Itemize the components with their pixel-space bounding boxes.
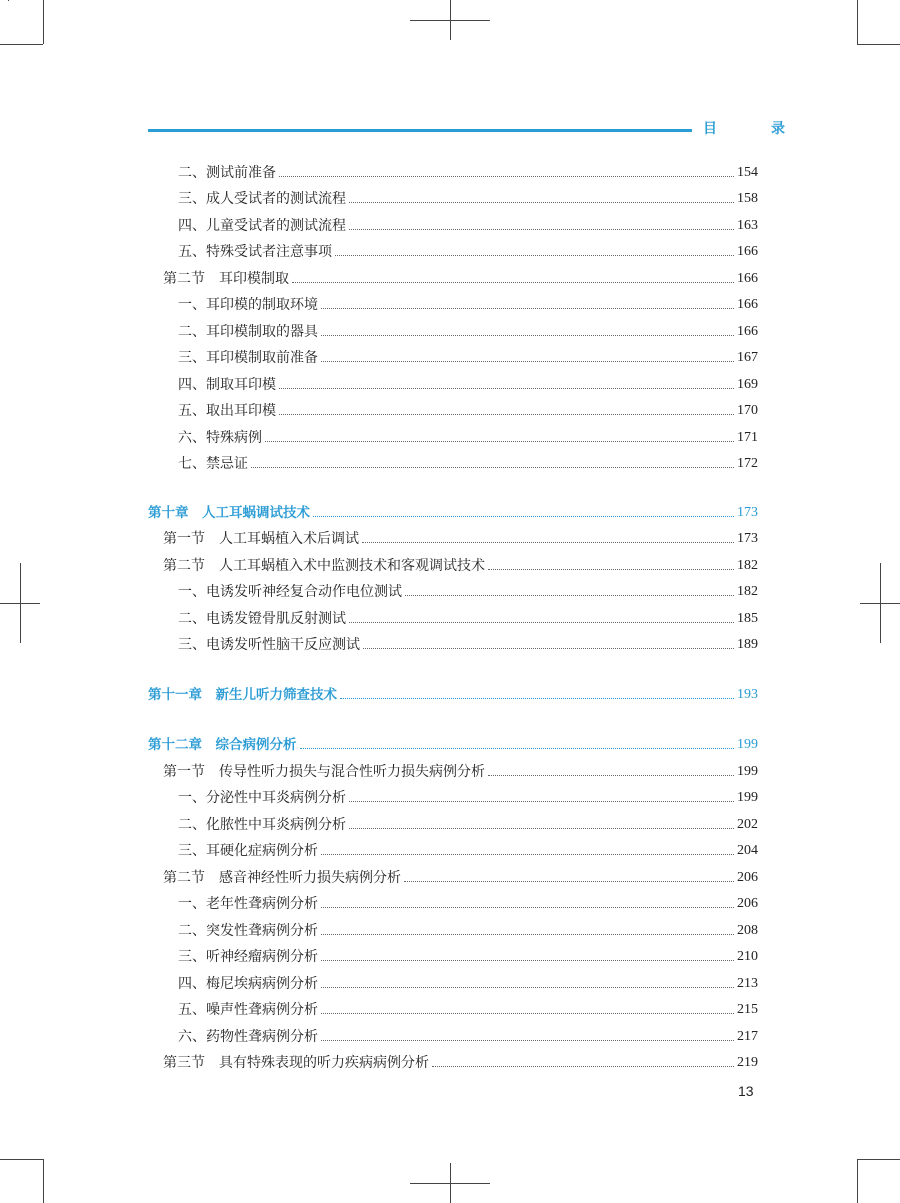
toc-entry-section <box>148 1044 758 1070</box>
toc-entry-page: 206 <box>737 896 758 911</box>
toc-entry-page: 199 <box>737 737 758 752</box>
toc-entry-label: 一、老年性聋病例分析 <box>178 896 318 912</box>
toc-entry-section <box>148 859 758 885</box>
toc-entry-item <box>148 207 758 233</box>
toc-entry-page: 167 <box>737 350 758 365</box>
toc-entry-item <box>148 419 758 445</box>
toc-entry-page: 166 <box>737 297 758 312</box>
toc-entry-item <box>148 885 758 911</box>
toc-entry-label: 三、耳印模制取前准备 <box>178 350 318 366</box>
toc-entry-label: 三、成人受试者的测试流程 <box>178 191 346 207</box>
toc-entry-item <box>148 339 758 365</box>
toc-entry-item <box>148 573 758 599</box>
toc-entry-item <box>148 445 758 471</box>
toc-entry-label: 第十章 人工耳蜗调试技术 <box>148 504 310 521</box>
dot-leader <box>363 648 734 649</box>
header-rule <box>148 129 692 132</box>
crop-mark <box>450 0 451 40</box>
toc-entry-label: 二、电诱发镫骨肌反射测试 <box>178 611 346 627</box>
dot-leader <box>313 516 734 517</box>
dot-leader <box>321 934 734 935</box>
crop-mark <box>20 563 21 643</box>
toc-entry-page: 173 <box>737 505 758 520</box>
toc-entry-item <box>148 832 758 858</box>
toc-entry-page: 166 <box>737 244 758 259</box>
toc-entry-item <box>148 180 758 206</box>
toc-entry-page: 166 <box>737 271 758 286</box>
crop-mark <box>0 1159 43 1160</box>
toc-entry-label: 五、特殊受试者注意事项 <box>178 244 332 260</box>
toc-entry-page: 215 <box>737 1002 758 1017</box>
dot-leader <box>349 622 734 623</box>
dot-leader <box>405 595 734 596</box>
dot-leader <box>432 1066 734 1067</box>
toc-entry-page: 199 <box>737 790 758 805</box>
toc-entry-item <box>148 392 758 418</box>
toc-entry-item <box>148 779 758 805</box>
toc-entry-page: 171 <box>737 430 758 445</box>
toc-entry-label: 第三节 具有特殊表现的听力疾病病例分析 <box>163 1055 429 1071</box>
toc-entry-label: 第二节 耳印模制取 <box>163 271 289 287</box>
toc-entry-page: 189 <box>737 637 758 652</box>
crop-mark <box>0 44 43 45</box>
dot-leader <box>279 414 734 415</box>
dot-leader <box>349 202 734 203</box>
crop-mark <box>8 0 9 1</box>
dot-leader <box>488 775 734 776</box>
toc-entry-page: 204 <box>737 843 758 858</box>
toc-entry-label: 二、耳印模制取的器具 <box>178 324 318 340</box>
dot-leader <box>279 388 734 389</box>
dot-leader <box>251 467 734 468</box>
toc-entry-page: 208 <box>737 923 758 938</box>
toc-entry-label: 二、突发性聋病例分析 <box>178 923 318 939</box>
toc-entry-label: 五、噪声性聋病例分析 <box>178 1002 318 1018</box>
crop-mark <box>43 0 44 44</box>
toc-entry-page: 210 <box>737 949 758 964</box>
dot-leader <box>340 698 734 699</box>
toc-entry-page: 169 <box>737 377 758 392</box>
crop-mark <box>43 1159 44 1203</box>
toc-entry-section <box>148 753 758 779</box>
toc-entry-page: 213 <box>737 976 758 991</box>
dot-leader <box>349 828 734 829</box>
toc-entry-section <box>148 547 758 573</box>
dot-leader <box>404 881 734 882</box>
dot-leader <box>321 987 734 988</box>
crop-mark <box>450 1163 451 1203</box>
toc-entry-chapter <box>148 494 758 520</box>
toc-entry-label: 七、禁忌证 <box>178 456 248 472</box>
toc-entry-chapter <box>148 726 758 752</box>
toc-entry-label: 第一节 人工耳蜗植入术后调试 <box>163 531 359 547</box>
toc-entry-label: 三、电诱发听性脑干反应测试 <box>178 637 360 653</box>
dot-leader <box>321 335 734 336</box>
dot-leader <box>321 854 734 855</box>
toc-entry-item <box>148 1018 758 1044</box>
toc-entry-item <box>148 600 758 626</box>
running-header-title: 目 录 <box>703 121 805 137</box>
toc-entry-label: 第一节 传导性听力损失与混合性听力损失病例分析 <box>163 764 485 780</box>
crop-mark <box>857 0 858 44</box>
toc-entry-page: 219 <box>737 1055 758 1070</box>
toc-entry-page: 199 <box>737 764 758 779</box>
crop-mark <box>857 44 900 45</box>
toc-entry-label: 二、测试前准备 <box>178 165 276 181</box>
dot-leader <box>321 361 734 362</box>
toc-entry-label: 四、儿童受试者的测试流程 <box>178 218 346 234</box>
toc-entry-item <box>148 313 758 339</box>
toc-entry-page: 185 <box>737 611 758 626</box>
toc-entry-label: 一、耳印模的制取环境 <box>178 297 318 313</box>
dot-leader <box>265 441 734 442</box>
toc-entry-item <box>148 233 758 259</box>
toc-entry-page: 158 <box>737 191 758 206</box>
toc-entry-chapter <box>148 676 758 702</box>
dot-leader <box>321 1013 734 1014</box>
toc-entry-item <box>148 806 758 832</box>
toc-entry-page: 172 <box>737 456 758 471</box>
toc-entry-page: 202 <box>737 817 758 832</box>
dot-leader <box>321 960 734 961</box>
toc-entry-label: 四、制取耳印模 <box>178 377 276 393</box>
toc-entry-item <box>148 912 758 938</box>
toc-entry-label: 五、取出耳印模 <box>178 403 276 419</box>
dot-leader <box>321 1040 734 1041</box>
toc-entry-page: 182 <box>737 558 758 573</box>
toc-entry-item <box>148 366 758 392</box>
toc-entry-label: 第二节 人工耳蜗植入术中监测技术和客观调试技术 <box>163 558 485 574</box>
dot-leader <box>335 255 734 256</box>
dot-leader <box>279 176 734 177</box>
toc-entry-page: 217 <box>737 1029 758 1044</box>
dot-leader <box>292 282 734 283</box>
dot-leader <box>300 748 735 749</box>
toc-entry-page: 163 <box>737 218 758 233</box>
toc-entry-label: 二、化脓性中耳炎病例分析 <box>178 817 346 833</box>
crop-mark <box>857 1159 900 1160</box>
dot-leader <box>321 907 734 908</box>
toc-entry-label: 六、药物性聋病例分析 <box>178 1029 318 1045</box>
toc-entry-page: 154 <box>737 165 758 180</box>
page-number: 13 <box>738 1083 754 1099</box>
toc-entry-page: 170 <box>737 403 758 418</box>
toc-entry-label: 四、梅尼埃病病例分析 <box>178 976 318 992</box>
toc-entry-page: 193 <box>737 687 758 702</box>
toc-entry-item <box>148 286 758 312</box>
toc-entry-label: 第二节 感音神经性听力损失病例分析 <box>163 870 401 886</box>
toc-entry-item <box>148 154 758 180</box>
toc-entry-page: 206 <box>737 870 758 885</box>
toc-entry-label: 第十一章 新生儿听力筛查技术 <box>148 686 337 703</box>
dot-leader <box>362 542 734 543</box>
toc-entry-label: 六、特殊病例 <box>178 430 262 446</box>
toc-entry-item <box>148 965 758 991</box>
toc-entry-item <box>148 938 758 964</box>
toc-entry-label: 一、电诱发听神经复合动作电位测试 <box>178 584 402 600</box>
toc-entry-page: 166 <box>737 324 758 339</box>
toc-entry-section <box>148 260 758 286</box>
crop-mark <box>857 1159 858 1203</box>
toc-entry-label: 第十二章 综合病例分析 <box>148 736 297 753</box>
toc-entry-label: 三、耳硬化症病例分析 <box>178 843 318 859</box>
toc-entry-page: 182 <box>737 584 758 599</box>
crop-mark <box>880 563 881 643</box>
toc-entry-label: 三、听神经瘤病例分析 <box>178 949 318 965</box>
toc-entry-item <box>148 626 758 652</box>
dot-leader <box>488 569 734 570</box>
toc-entry-item <box>148 991 758 1017</box>
toc-entry-section <box>148 520 758 546</box>
dot-leader <box>349 801 734 802</box>
dot-leader <box>321 308 734 309</box>
toc-entry-label: 一、分泌性中耳炎病例分析 <box>178 790 346 806</box>
toc-entry-page: 173 <box>737 531 758 546</box>
dot-leader <box>349 229 734 230</box>
